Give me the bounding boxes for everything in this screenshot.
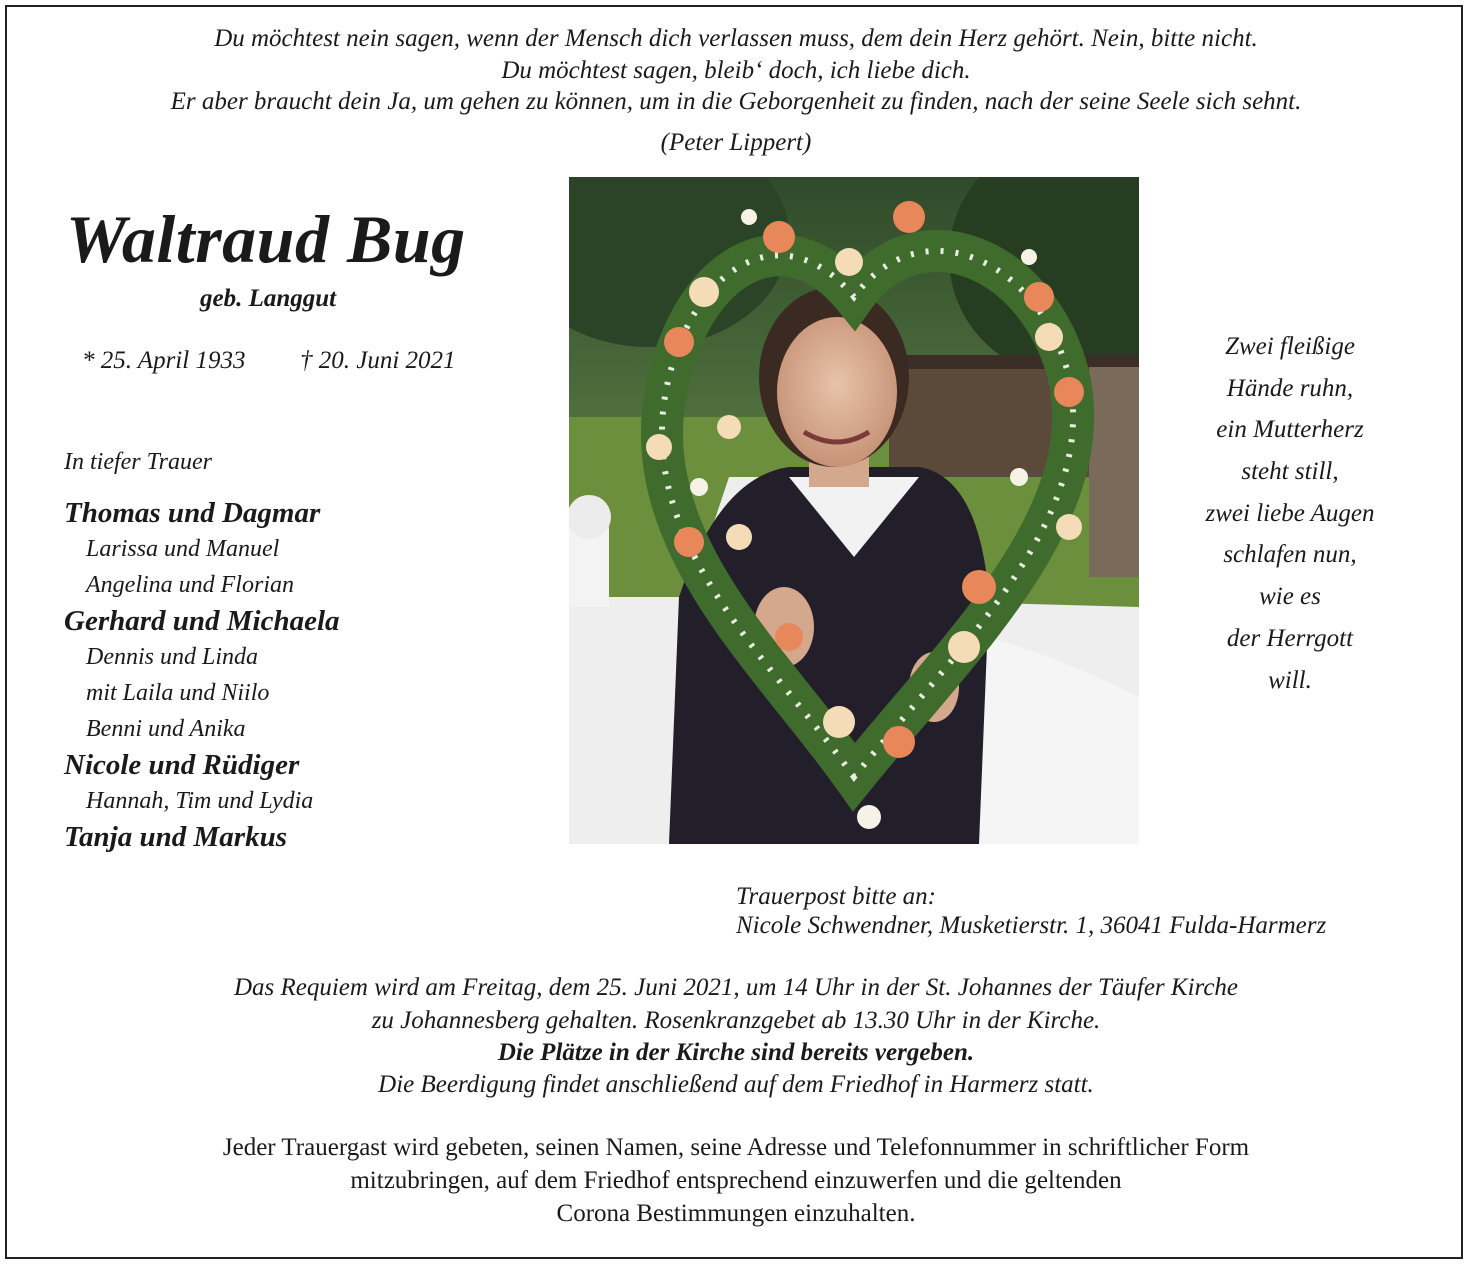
mourner-list <box>64 495 544 855</box>
mourner-relative-name: Angelina und Florian <box>86 572 294 598</box>
mourner-family-name: Nicole und Rüdiger <box>64 749 300 781</box>
portrait-photo <box>569 177 1139 844</box>
quote-author: (Peter Lippert) <box>660 129 812 156</box>
poem-line: zwei liebe Augen <box>1205 499 1375 527</box>
condolence-address: Nicole Schwendner, Musketierstr. 1, 36041 Fulda-Harmerz <box>736 912 1327 939</box>
birth-date: * 25. April 1933 <box>82 347 246 374</box>
death-date: † 20. Juni 2021 <box>300 347 456 374</box>
mourner-relative-name: Dennis und Linda <box>86 644 259 670</box>
poem-line: schlafen nun, <box>1223 541 1357 569</box>
portrait-illustration <box>569 177 1139 844</box>
seating-notice: Die Plätze in der Kirche sind bereits vergeben. <box>497 1039 975 1066</box>
mourner-relative-name: mit Laila und Niilo <box>86 680 270 706</box>
poem-line: der Herrgott <box>1226 624 1354 652</box>
quote-line-1: Du möchtest nein sagen, wenn der Mensch dich verlassen muss, dem dein Herz gehört. Nein, bitte nicht. <box>214 25 1258 52</box>
burial-line: Die Beerdigung findet anschließend auf dem Friedhof in Harmerz statt. <box>378 1071 1094 1098</box>
corona-notice-line-1: Jeder Trauergast wird gebeten, seinen Namen, seine Adresse und Telefonnummer in schriftlicher Form <box>222 1134 1250 1161</box>
service-line-2: zu Johannesberg gehalten. Rosenkranzgebet ab 13.30 Uhr in der Kirche. <box>371 1007 1101 1034</box>
poem-line: ein Mutterherz <box>1216 416 1364 444</box>
corona-notice-line-3: Corona Bestimmungen einzuhalten. <box>556 1200 916 1227</box>
poem-line: Zwei fleißige <box>1225 333 1355 360</box>
service-line-1: Das Requiem wird am Freitag, dem 25. Juni 2021, um 14 Uhr in der St. Johannes der Täufer Kirche <box>233 974 1239 1001</box>
mourner-family-name: Thomas und Dagmar <box>64 497 321 529</box>
corona-notice-line-2: mitzubringen, auf dem Friedhof entsprechend einzuwerfen und die geltenden <box>350 1167 1122 1194</box>
mourner-family-name: Tanja und Markus <box>64 821 287 853</box>
maiden-name: geb. Langgut <box>200 285 337 312</box>
poem-line: will. <box>1268 666 1312 694</box>
poem <box>1170 326 1410 701</box>
poem-line: wie es <box>1259 583 1321 611</box>
deceased-name: Waltraud Bug <box>66 201 466 277</box>
quote-line-2: Du möchtest sagen, bleib‘ doch, ich liebe dich. <box>501 57 971 84</box>
condolence-label: Trauerpost bitte an: <box>736 883 937 910</box>
mourner-relative-name: Hannah, Tim und Lydia <box>86 788 314 814</box>
mourner-relative-name: Benni und Anika <box>86 716 246 742</box>
poem-line: steht still, <box>1241 458 1339 486</box>
poem-line: Hände ruhn, <box>1226 374 1354 402</box>
mourning-intro: In tiefer Trauer <box>64 449 212 475</box>
mourner-family-name: Gerhard und Michaela <box>64 605 340 637</box>
quote-line-3: Er aber braucht dein Ja, um gehen zu können, um in die Geborgenheit zu finden, nach der seine Seele sich sehnt. <box>170 88 1302 115</box>
mourner-relative-name: Larissa und Manuel <box>86 536 280 562</box>
